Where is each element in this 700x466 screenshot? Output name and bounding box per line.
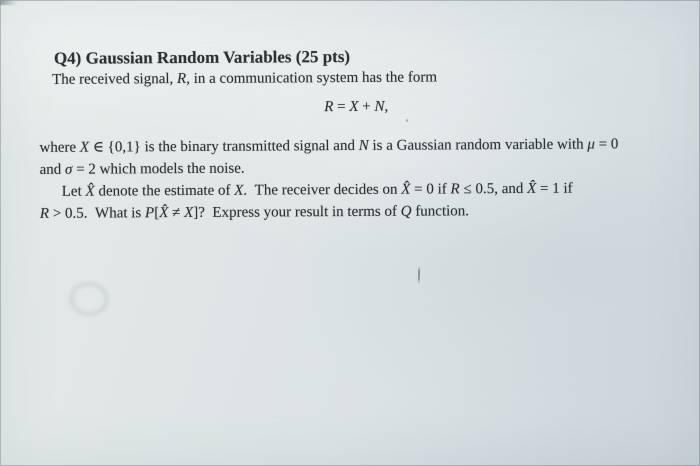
text-segment: +	[358, 98, 375, 115]
text-segment: function.	[411, 203, 470, 220]
question-heading: Q4) Gaussian Random Variables (25 pts)	[53, 46, 351, 68]
ink-speck	[406, 119, 408, 122]
math-variable: σ	[64, 161, 73, 178]
text-segment: ,	[384, 98, 389, 115]
text-segment: , in a communication system has the form	[186, 69, 438, 87]
math-variable: R	[176, 70, 187, 88]
text-segment: =	[333, 99, 350, 116]
text-segment: The received signal,	[52, 71, 178, 88]
math-variable: X	[349, 98, 359, 116]
math-variable: X	[234, 182, 244, 199]
math-variable: P	[144, 205, 155, 222]
math-variable: R	[324, 99, 334, 116]
question-intro-line	[39, 66, 684, 91]
text-segment: . The receiver decides on	[243, 181, 402, 199]
text-segment: = 0 if	[410, 181, 451, 198]
question-body-line-1	[39, 134, 684, 159]
math-variable: N	[374, 98, 385, 115]
math-variable: X̂	[159, 205, 169, 222]
text-segment: [	[154, 205, 160, 222]
math-variable: X	[184, 204, 194, 222]
math-variable: Q	[400, 203, 412, 220]
text-segment: > 0.5. What is	[49, 205, 146, 222]
text-segment: ]? Express your result in terms of	[193, 203, 401, 221]
math-variable: R	[39, 205, 50, 222]
text-segment: and	[39, 161, 66, 178]
text-segment: = 0	[594, 136, 619, 153]
paper-smudge	[62, 276, 116, 322]
math-variable: X̂	[527, 180, 537, 197]
math-variable: N	[358, 137, 369, 154]
text-segment: = 1 if	[536, 180, 573, 197]
question-body-line-2	[40, 156, 685, 181]
math-variable: X̂	[85, 183, 95, 200]
math-variable: R	[450, 181, 460, 198]
question-body-line-3	[40, 178, 700, 203]
text-segment: = 2 which models the noise.	[72, 160, 245, 178]
text-segment: ≠	[168, 205, 185, 222]
math-variable: X	[79, 139, 90, 156]
display-equation	[46, 95, 666, 120]
math-variable: X̂	[401, 181, 411, 198]
text-segment: denote the estimate of	[94, 182, 235, 200]
text-segment: ≤ 0.5, and	[459, 180, 528, 198]
scan-edge-mark	[0, 0, 18, 5]
text-segment: where	[39, 139, 80, 156]
text-segment: ∈ {0,1} is the binary transmitted signal and	[89, 137, 359, 156]
math-variable: μ	[587, 136, 595, 153]
question-body-line-4	[40, 200, 685, 225]
text-segment: Let	[61, 183, 86, 200]
text-segment: is a Gaussian random variable with	[368, 136, 588, 154]
